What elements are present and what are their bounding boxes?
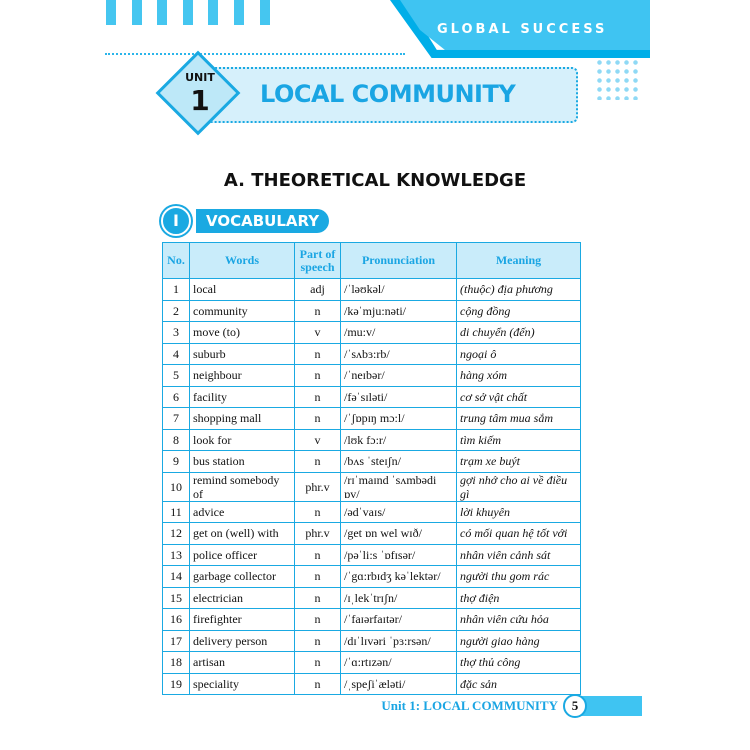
meaning: đặc sản [457, 673, 581, 695]
table-row [163, 501, 581, 523]
word: electrician [190, 587, 295, 609]
pronunciation: /ˌspeʃiˈæləti/ [341, 673, 457, 695]
part-of-speech: n [295, 630, 341, 652]
pronunciation: /mu:v/ [341, 322, 457, 344]
table-row [163, 523, 581, 545]
brand-label: GLOBAL SUCCESS [437, 22, 608, 37]
table-row [163, 566, 581, 588]
table-row [163, 609, 581, 631]
pronunciation: /ɪˌlekˈtrɪʃn/ [341, 587, 457, 609]
unit-label: UNIT [185, 71, 215, 84]
row-number: 5 [163, 365, 190, 387]
meaning: trạm xe buýt [457, 451, 581, 473]
row-number: 9 [163, 451, 190, 473]
table-row [163, 451, 581, 473]
meaning: hàng xóm [457, 365, 581, 387]
pronunciation: /fəˈsɪləti/ [341, 386, 457, 408]
meaning: có mối quan hệ tốt với [457, 523, 581, 545]
word: speciality [190, 673, 295, 695]
part-of-speech: n [295, 451, 341, 473]
column-header: Pronunciation [341, 243, 457, 279]
word: move (to) [190, 322, 295, 344]
pronunciation: /ˈɑ:rtɪzən/ [341, 652, 457, 674]
row-number: 18 [163, 652, 190, 674]
pronunciation: /pəˈli:s ˈɒfɪsər/ [341, 544, 457, 566]
word: look for [190, 429, 295, 451]
table-row [163, 408, 581, 430]
word: shopping mall [190, 408, 295, 430]
part-of-speech: n [295, 300, 341, 322]
row-number: 1 [163, 279, 190, 301]
word: advice [190, 501, 295, 523]
part-of-speech: n [295, 544, 341, 566]
row-number: 12 [163, 523, 190, 545]
subsection-title: VOCABULARY [196, 209, 329, 233]
row-number: 19 [163, 673, 190, 695]
meaning: thợ điện [457, 587, 581, 609]
part-of-speech: n [295, 343, 341, 365]
pronunciation: /ˈsʌbɜ:rb/ [341, 343, 457, 365]
part-of-speech: v [295, 322, 341, 344]
part-of-speech: n [295, 386, 341, 408]
word: firefighter [190, 609, 295, 631]
row-number: 4 [163, 343, 190, 365]
row-number: 13 [163, 544, 190, 566]
word: local [190, 279, 295, 301]
meaning: ngoại ô [457, 343, 581, 365]
meaning: người thu gom rác [457, 566, 581, 588]
row-number: 10 [163, 472, 190, 501]
table-row [163, 386, 581, 408]
meaning: nhân viên cảnh sát [457, 544, 581, 566]
column-header: Part of speech [295, 243, 341, 279]
word: delivery person [190, 630, 295, 652]
row-number: 15 [163, 587, 190, 609]
meaning: tìm kiếm [457, 429, 581, 451]
row-number: 8 [163, 429, 190, 451]
wave-divider [105, 49, 405, 55]
pronunciation: /ˈgɑ:rbɪdʒ kəˈlektər/ [341, 566, 457, 588]
part-of-speech: n [295, 501, 341, 523]
meaning: di chuyển (đến) [457, 322, 581, 344]
pronunciation: /ˈʃɒpɪŋ mɔ:l/ [341, 408, 457, 430]
dot-pattern [595, 58, 640, 100]
meaning: cơ sở vật chất [457, 386, 581, 408]
table-row [163, 544, 581, 566]
footer-label: Unit 1: LOCAL COMMUNITY [381, 698, 558, 713]
pronunciation: /get ɒn wel wɪð/ [341, 523, 457, 545]
row-number: 2 [163, 300, 190, 322]
unit-number: 1 [190, 84, 210, 117]
part-of-speech: n [295, 652, 341, 674]
pronunciation: /kəˈmju:nəti/ [341, 300, 457, 322]
part-of-speech: n [295, 566, 341, 588]
word: get on (well) with [190, 523, 295, 545]
part-of-speech: v [295, 429, 341, 451]
table-row [163, 322, 581, 344]
row-number: 6 [163, 386, 190, 408]
table-row [163, 673, 581, 695]
subsection-number: I [161, 206, 191, 236]
part-of-speech: n [295, 609, 341, 631]
section-title: A. THEORETICAL KNOWLEDGE [223, 170, 527, 191]
word: garbage collector [190, 566, 295, 588]
pronunciation: /ˈneɪbər/ [341, 365, 457, 387]
part-of-speech: n [295, 587, 341, 609]
meaning: lời khuyên [457, 501, 581, 523]
row-number: 3 [163, 322, 190, 344]
part-of-speech: phr.v [295, 472, 341, 501]
word: artisan [190, 652, 295, 674]
pronunciation: /rɪˈmaɪnd ˈsʌmbədi ɒv/ [341, 472, 457, 501]
part-of-speech: n [295, 673, 341, 695]
pronunciation: /ədˈvaɪs/ [341, 501, 457, 523]
column-header: No. [163, 243, 190, 279]
word: police officer [190, 544, 295, 566]
pronunciation: /bʌs ˈsteɪʃn/ [341, 451, 457, 473]
row-number: 16 [163, 609, 190, 631]
header-row [163, 243, 581, 279]
table-row [163, 630, 581, 652]
row-number: 17 [163, 630, 190, 652]
table-row [163, 279, 581, 301]
word: facility [190, 386, 295, 408]
word: bus station [190, 451, 295, 473]
meaning: cộng đồng [457, 300, 581, 322]
row-number: 14 [163, 566, 190, 588]
table-row [163, 652, 581, 674]
meaning: nhân viên cứu hỏa [457, 609, 581, 631]
word: suburb [190, 343, 295, 365]
meaning: thợ thủ công [457, 652, 581, 674]
part-of-speech: adj [295, 279, 341, 301]
word: remind somebody of [190, 472, 295, 501]
table-row [163, 429, 581, 451]
column-header: Meaning [457, 243, 581, 279]
column-header: Words [190, 243, 295, 279]
table-row [163, 343, 581, 365]
table-row [163, 587, 581, 609]
unit-title: LOCAL COMMUNITY [260, 80, 516, 108]
page-number: 5 [563, 694, 587, 718]
part-of-speech: n [295, 408, 341, 430]
pronunciation: /ˈləʊkəl/ [341, 279, 457, 301]
table-row [163, 472, 581, 501]
meaning: người giao hàng [457, 630, 581, 652]
row-number: 11 [163, 501, 190, 523]
meaning: (thuộc) địa phương [457, 279, 581, 301]
row-number: 7 [163, 408, 190, 430]
meaning: trung tâm mua sắm [457, 408, 581, 430]
part-of-speech: phr.v [295, 523, 341, 545]
part-of-speech: n [295, 365, 341, 387]
pronunciation: /dɪˈlɪvəri ˈpɜ:rsən/ [341, 630, 457, 652]
word: community [190, 300, 295, 322]
word: neighbour [190, 365, 295, 387]
table-row [163, 300, 581, 322]
pronunciation: /ˈfaɪərfaɪtər/ [341, 609, 457, 631]
vocabulary-table [162, 242, 581, 695]
meaning: gợi nhớ cho ai về điều gì [457, 472, 581, 501]
pronunciation: /lʊk fɔ:r/ [341, 429, 457, 451]
table-row [163, 365, 581, 387]
